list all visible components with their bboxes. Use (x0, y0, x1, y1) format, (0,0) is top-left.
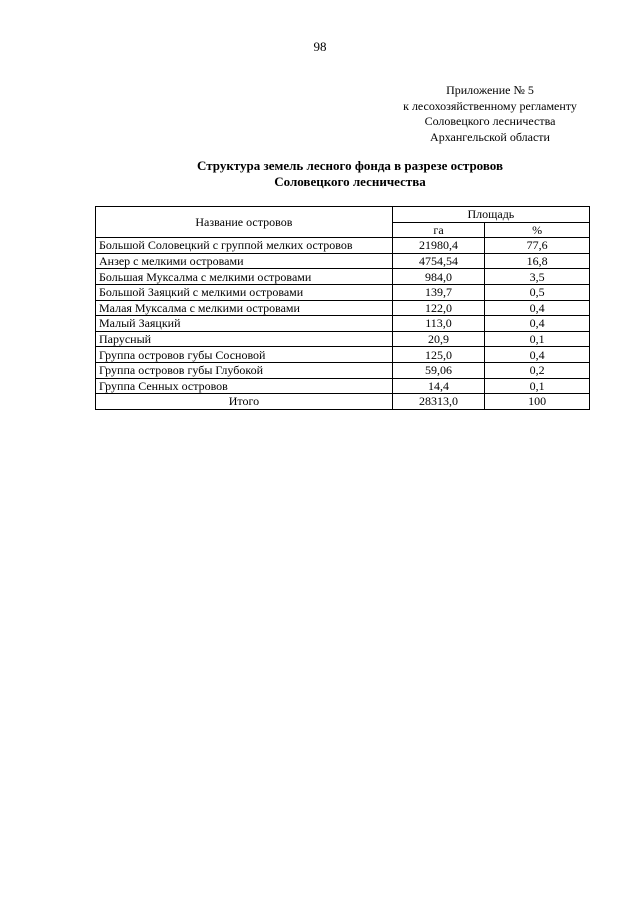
document-title (0, 158, 640, 190)
table-row (96, 269, 590, 285)
table-row (96, 300, 590, 316)
percent-cell: 0,5 (485, 284, 590, 300)
table-row (96, 347, 590, 363)
island-name-cell: Группа островов губы Глубокой (96, 362, 393, 378)
hectares-cell: 59,06 (392, 362, 484, 378)
hectares-cell: 113,0 (392, 316, 484, 332)
hectares-cell: 139,7 (392, 284, 484, 300)
percent-cell: 0,2 (485, 362, 590, 378)
island-name-cell: Малая Муксалма с мелкими островами (96, 300, 393, 316)
hectares-cell: 4754,54 (392, 253, 484, 269)
page-number: 98 (313, 39, 327, 54)
percent-cell: 3,5 (485, 269, 590, 285)
total-label: Итого (96, 394, 393, 410)
appendix-line-1: Приложение № 5 (446, 83, 534, 97)
table-row (96, 331, 590, 347)
island-name-cell: Большая Муксалма с мелкими островами (96, 269, 393, 285)
table-row (96, 284, 590, 300)
percent-cell: 0,4 (485, 316, 590, 332)
table-body (96, 238, 590, 394)
hectares-cell: 125,0 (392, 347, 484, 363)
island-name-cell: Группа островов губы Сосновой (96, 347, 393, 363)
island-name-cell: Парусный (96, 331, 393, 347)
header-island-name: Название островов (96, 207, 393, 238)
land-structure-table (95, 206, 590, 410)
hectares-cell: 122,0 (392, 300, 484, 316)
appendix-line-3: Соловецкого лесничества (424, 114, 556, 128)
table-row (96, 238, 590, 254)
table-row (96, 316, 590, 332)
island-name-cell: Анзер с мелкими островами (96, 253, 393, 269)
percent-cell: 0,1 (485, 378, 590, 394)
total-hectares: 28313,0 (392, 394, 484, 410)
table-row (96, 362, 590, 378)
hectares-cell: 20,9 (392, 331, 484, 347)
island-name-cell: Большой Соловецкий с группой мелких островов (96, 238, 393, 254)
percent-cell: 0,1 (485, 331, 590, 347)
island-name-cell: Малый Заяцкий (96, 316, 393, 332)
hectares-cell: 14,4 (392, 378, 484, 394)
island-name-cell: Группа Сенных островов (96, 378, 393, 394)
title-line-1: Структура земель лесного фонда в разрезе островов (197, 158, 503, 173)
percent-cell: 77,6 (485, 238, 590, 254)
table-row (96, 253, 590, 269)
appendix-reference (380, 83, 600, 145)
header-percent: % (485, 222, 590, 238)
island-name-cell: Большой Заяцкий с мелкими островами (96, 284, 393, 300)
table-header-row (96, 207, 590, 223)
appendix-line-4: Архангельской области (430, 129, 550, 144)
appendix-line-2: к лесохозяйственному регламенту (403, 98, 577, 113)
percent-cell: 0,4 (485, 300, 590, 316)
table-row (96, 378, 590, 394)
hectares-cell: 984,0 (392, 269, 484, 285)
percent-cell: 0,4 (485, 347, 590, 363)
title-line-2: Соловецкого лесничества (274, 174, 426, 189)
header-hectares: га (392, 222, 484, 238)
table-total-row (96, 394, 590, 410)
percent-cell: 16,8 (485, 253, 590, 269)
header-area: Площадь (392, 207, 589, 223)
total-percent: 100 (485, 394, 590, 410)
hectares-cell: 21980,4 (392, 238, 484, 254)
